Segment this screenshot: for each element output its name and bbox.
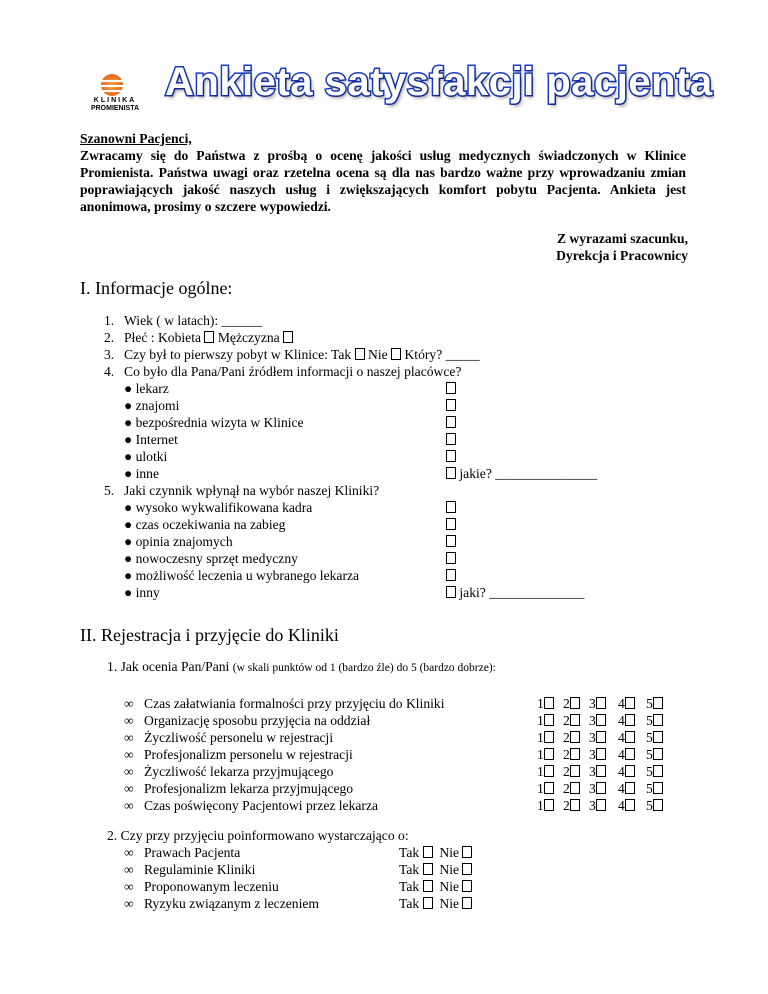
checkbox-no[interactable] (462, 880, 472, 892)
rating-item-label: Życzliwość lekarza przyjmującego (144, 764, 334, 779)
checkbox-female[interactable] (204, 331, 214, 343)
rating-option[interactable] (618, 747, 635, 763)
rating-value: 5 (646, 764, 653, 779)
rating-option[interactable] (589, 730, 606, 746)
rating-option[interactable] (589, 798, 606, 814)
rating-value: 2 (563, 747, 570, 762)
rating-item-label: Czas poświęcony Pacjentowi przez lekarza (144, 798, 379, 813)
rating-checkbox[interactable] (570, 765, 580, 777)
rating-item-label: Czas załatwiania formalności przy przyjęciu do Kliniki (144, 696, 445, 711)
rating-option[interactable] (618, 798, 635, 814)
intro-paragraph (80, 130, 686, 215)
q2-text: Płeć : Kobieta (124, 330, 202, 345)
rating-value: 1 (537, 747, 544, 762)
rating-option[interactable] (537, 764, 554, 780)
rating-value: 2 (563, 764, 570, 779)
bullet-infinity-icon: ∞ (124, 896, 134, 911)
rating-option[interactable] (618, 730, 635, 746)
q4-item: ● znajomi (124, 398, 180, 413)
rating-checkbox[interactable] (544, 697, 554, 709)
rating-option[interactable] (618, 764, 635, 780)
yes-label: Tak (399, 879, 420, 894)
rating-option[interactable] (646, 730, 663, 746)
rating-value: 5 (646, 730, 653, 745)
rating-value: 1 (537, 781, 544, 796)
checkbox-factor[interactable] (446, 501, 456, 513)
rating-option[interactable] (618, 713, 635, 729)
rating-option[interactable] (563, 696, 580, 712)
bullet-infinity-icon: ∞ (124, 747, 134, 762)
rating-item-label: Organizację sposobu przyjęcia na oddział (144, 713, 371, 728)
rating-option[interactable] (589, 747, 606, 763)
rating-checkbox[interactable] (570, 782, 580, 794)
rating-value: 1 (537, 764, 544, 779)
logo-line2: PROMIENISTA (90, 105, 140, 112)
q5-item: ● inny (124, 585, 160, 600)
q4-item: ● inne (124, 466, 160, 481)
rating-checkbox[interactable] (653, 714, 663, 726)
s2-q2-text: 2. Czy przy przyjęciu poinformowano wystarczająco o: (107, 828, 409, 843)
rating-checkbox[interactable] (625, 765, 635, 777)
rating-checkbox[interactable] (570, 697, 580, 709)
rating-checkbox[interactable] (570, 748, 580, 760)
rating-value: 2 (563, 798, 570, 813)
rating-checkbox[interactable] (596, 748, 606, 760)
rating-value: 2 (563, 781, 570, 796)
checkbox-yes[interactable] (423, 880, 433, 892)
rating-option[interactable] (563, 747, 580, 763)
info-item-label: Ryzyku związanym z leczeniem (144, 896, 319, 911)
bullet-infinity-icon: ∞ (124, 845, 134, 860)
rating-value: 2 (563, 730, 570, 745)
checkbox-factor[interactable] (446, 535, 456, 547)
rating-checkbox[interactable] (653, 782, 663, 794)
rating-value: 5 (646, 713, 653, 728)
rating-option[interactable] (646, 798, 663, 814)
rating-checkbox[interactable] (596, 765, 606, 777)
rating-option[interactable] (537, 713, 554, 729)
checkbox-source[interactable] (446, 382, 456, 394)
q3-question (124, 347, 480, 363)
yes-label: Tak (399, 862, 420, 877)
rating-value: 5 (646, 747, 653, 762)
s2-q1-text: 1. Jak ocenia Pan/Pani (107, 659, 230, 674)
logo-line1: KLINIKA (93, 97, 137, 104)
rating-value: 4 (618, 764, 625, 779)
clinic-logo (70, 74, 160, 114)
q1-number: 1. (104, 313, 115, 328)
no-label: Nie (439, 862, 460, 877)
rating-value: 3 (589, 696, 596, 711)
s2-q1-note: (w skali punktów od 1 (bardzo źle) do 5 (bardzo dobrze): (232, 662, 496, 674)
checkbox-factor[interactable] (446, 569, 456, 581)
info-item-label: Regulaminie Kliniki (144, 862, 256, 877)
rating-checkbox[interactable] (570, 731, 580, 743)
rating-value: 4 (618, 747, 625, 762)
q5-item: ● możliwość leczenia u wybranego lekarza (124, 568, 360, 583)
rating-option[interactable] (589, 713, 606, 729)
q5-text: Jaki czynnik wpłynął na wybór naszej Kliniki? (124, 483, 380, 498)
no-label: Nie (439, 896, 460, 911)
rating-checkbox[interactable] (544, 799, 554, 811)
bullet-infinity-icon: ∞ (124, 713, 134, 728)
rating-option[interactable] (537, 730, 554, 746)
intro-text: Zwracamy się do Państwa z prośbą o ocenę jakości usług medycznych świadczonych w Klinice Promienista. Państwa uwagi oraz rzetelna ocena są dla nas bardzo ważne przy wprowadzaniu zmian poprawiających jakość naszych usług i zwiększających komfort pobytu Pacjenta. Ankieta jest anonimowa, prosimy o szczere wypowiedzi. (80, 148, 686, 214)
rating-checkbox[interactable] (625, 714, 635, 726)
rating-checkbox[interactable] (625, 748, 635, 760)
rating-value: 1 (537, 713, 544, 728)
signature-line1: Z wyrazami szacunku, (556, 231, 688, 246)
bullet-infinity-icon: ∞ (124, 862, 134, 877)
rating-checkbox[interactable] (544, 748, 554, 760)
rating-value: 3 (589, 713, 596, 728)
rating-checkbox[interactable] (625, 782, 635, 794)
rating-option[interactable] (646, 781, 663, 797)
s2-q1-question (107, 659, 496, 676)
rating-checkbox[interactable] (570, 799, 580, 811)
page-title: Ankieta satysfakcji pacjenta (165, 60, 713, 104)
rating-value: 4 (618, 798, 625, 813)
section1-heading: I. Informacje ogólne: (80, 278, 233, 298)
q3-option-which: Który? _____ (404, 347, 480, 362)
rating-option[interactable] (646, 764, 663, 780)
rating-value: 3 (589, 764, 596, 779)
q2-question (124, 330, 293, 346)
rating-value: 5 (646, 696, 653, 711)
rating-checkbox[interactable] (544, 714, 554, 726)
q3-number: 3. (104, 347, 115, 362)
rating-option[interactable] (537, 747, 554, 763)
rating-checkbox[interactable] (596, 799, 606, 811)
rating-option[interactable] (618, 696, 635, 712)
bullet-infinity-icon: ∞ (124, 730, 134, 745)
rating-option[interactable] (646, 747, 663, 763)
yes-no-options (399, 896, 472, 912)
rating-checkbox[interactable] (596, 731, 606, 743)
rating-checkbox[interactable] (570, 714, 580, 726)
rating-value: 4 (618, 730, 625, 745)
rating-value: 3 (589, 747, 596, 762)
q4-item: ● bezpośrednia wizyta w Klinice (124, 415, 304, 430)
rating-checkbox[interactable] (653, 765, 663, 777)
no-label: Nie (439, 879, 460, 894)
rating-checkbox[interactable] (653, 731, 663, 743)
info-item-label: Prawach Pacjenta (144, 845, 241, 860)
rating-value: 1 (537, 730, 544, 745)
rating-option[interactable] (537, 781, 554, 797)
rating-checkbox[interactable] (544, 765, 554, 777)
bullet-infinity-icon: ∞ (124, 764, 134, 779)
rating-option[interactable] (563, 781, 580, 797)
q5-other: jaki? ______________ (459, 585, 585, 600)
rating-option[interactable] (589, 764, 606, 780)
checkbox-factor[interactable] (446, 518, 456, 530)
rating-checkbox[interactable] (544, 782, 554, 794)
no-label: Nie (439, 845, 460, 860)
rating-item-label: Profesjonalizm personelu w rejestracji (144, 747, 353, 762)
signature (556, 230, 688, 264)
signature-line2: Dyrekcja i Pracownicy (556, 248, 688, 263)
rating-value: 1 (537, 798, 544, 813)
rating-checkbox[interactable] (596, 782, 606, 794)
salutation: Szanowni Pacjenci, (80, 131, 192, 146)
rating-checkbox[interactable] (625, 697, 635, 709)
checkbox-yes[interactable] (423, 863, 433, 875)
rating-checkbox[interactable] (596, 697, 606, 709)
rating-value: 5 (646, 798, 653, 813)
checkbox-male[interactable] (283, 331, 293, 343)
rating-option[interactable] (589, 781, 606, 797)
checkbox-no[interactable] (462, 846, 472, 858)
rating-option[interactable] (646, 696, 663, 712)
q4-item: ● lekarz (124, 381, 169, 396)
rating-checkbox[interactable] (625, 799, 635, 811)
checkbox-source[interactable] (446, 450, 456, 462)
checkbox-first-yes[interactable] (355, 348, 365, 360)
bullet-infinity-icon: ∞ (124, 696, 134, 711)
rating-checkbox[interactable] (596, 714, 606, 726)
rating-value: 5 (646, 781, 653, 796)
checkbox-no[interactable] (462, 863, 472, 875)
q4-item: ● Internet (124, 432, 178, 447)
rating-checkbox[interactable] (544, 731, 554, 743)
rating-option[interactable] (537, 696, 554, 712)
checkbox-source[interactable] (446, 467, 456, 479)
rating-option[interactable] (563, 798, 580, 814)
rating-value: 4 (618, 696, 625, 711)
yes-no-options (399, 845, 472, 861)
q5-item: ● wysoko wykwalifikowana kadra (124, 500, 313, 515)
q3-text: Czy był to pierwszy pobyt w Klinice: Tak (124, 347, 352, 362)
rating-checkbox[interactable] (625, 731, 635, 743)
q4-text: Co było dla Pana/Pani źródłem informacji o naszej placówce? (124, 364, 462, 379)
bullet-infinity-icon: ∞ (124, 798, 134, 813)
bullet-infinity-icon: ∞ (124, 879, 134, 894)
rating-value: 2 (563, 696, 570, 711)
rating-checkbox[interactable] (653, 748, 663, 760)
info-item-label: Proponowanym leczeniu (144, 879, 279, 894)
q5-number: 5. (104, 483, 115, 498)
rating-option[interactable] (618, 781, 635, 797)
rating-value: 2 (563, 713, 570, 728)
q4-number: 4. (104, 364, 115, 379)
q3-option-no: Nie (368, 347, 388, 362)
rating-value: 4 (618, 713, 625, 728)
rating-option[interactable] (563, 730, 580, 746)
section2-heading: II. Rejestracja i przyjęcie do Kliniki (80, 625, 339, 645)
q4-other: jakie? _______________ (459, 466, 598, 481)
checkbox-first-no[interactable] (391, 348, 401, 360)
checkbox-factor[interactable] (446, 586, 456, 598)
rating-value: 1 (537, 696, 544, 711)
rating-option[interactable] (537, 798, 554, 814)
checkbox-source[interactable] (446, 416, 456, 428)
rating-checkbox[interactable] (653, 697, 663, 709)
bullet-infinity-icon: ∞ (124, 781, 134, 796)
rating-value: 3 (589, 781, 596, 796)
checkbox-no[interactable] (462, 897, 472, 909)
rating-option[interactable] (646, 713, 663, 729)
q5-item: ● opinia znajomych (124, 534, 233, 549)
logo-sun-icon (101, 74, 123, 96)
checkbox-source[interactable] (446, 433, 456, 445)
rating-item-label: Profesjonalizm lekarza przyjmującego (144, 781, 354, 796)
rating-value: 3 (589, 798, 596, 813)
q2-option-male: Mężczyzna (217, 330, 280, 345)
yes-label: Tak (399, 896, 420, 911)
yes-no-options (399, 862, 472, 878)
q1-text: Wiek ( w latach): ______ (124, 313, 263, 328)
yes-no-options (399, 879, 472, 895)
q5-item: ● czas oczekiwania na zabieg (124, 517, 286, 532)
checkbox-yes[interactable] (423, 846, 433, 858)
checkbox-source[interactable] (446, 399, 456, 411)
rating-option[interactable] (563, 764, 580, 780)
yes-label: Tak (399, 845, 420, 860)
rating-value: 4 (618, 781, 625, 796)
rating-item-label: Życzliwość personelu w rejestracji (144, 730, 334, 745)
rating-option[interactable] (589, 696, 606, 712)
q4-item: ● ulotki (124, 449, 168, 464)
rating-option[interactable] (563, 713, 580, 729)
checkbox-factor[interactable] (446, 552, 456, 564)
checkbox-yes[interactable] (423, 897, 433, 909)
rating-value: 3 (589, 730, 596, 745)
q5-item: ● nowoczesny sprzęt medyczny (124, 551, 298, 566)
q2-number: 2. (104, 330, 115, 345)
rating-checkbox[interactable] (653, 799, 663, 811)
